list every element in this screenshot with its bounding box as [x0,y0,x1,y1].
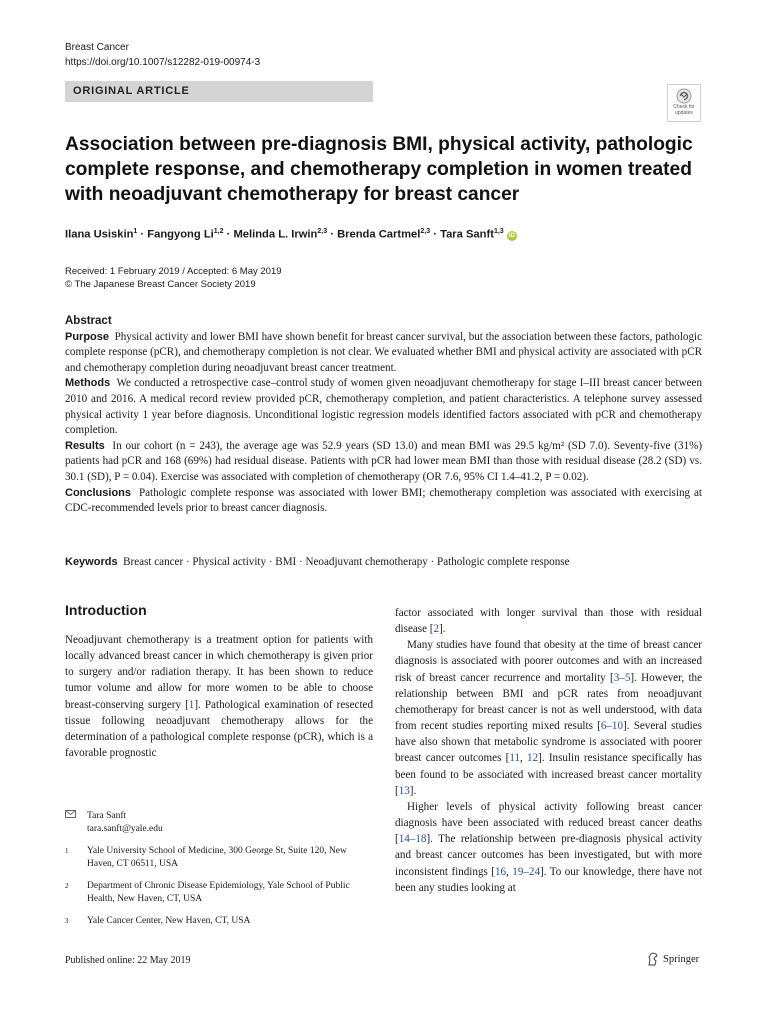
received-accepted: Received: 1 February 2019 / Accepted: 6 May 2019 [65,266,282,277]
abstract-purpose [65,330,702,377]
article-title: Association between pre-diagnosis BMI, physical activity, pathologic complete response, and chemotherapy completion in women treated with neoadjuvant chemotherapy for breast cancer [65,134,693,205]
citation-link[interactable]: 1 [188,698,195,711]
author-affiliation: 1,3 [493,228,504,235]
author-name[interactable]: Melinda L. Irwin [233,228,318,241]
keywords-line [65,556,570,568]
purpose-label: Purpose [65,330,110,343]
results-text: In our cohort (n = 243), the average age was 52.9 years (SD 13.0) and mean BMI was 29.5 kg/m² (SD 7.0). Seventy-five (31%) patients had pCR and 168 (69%) had residual disease. Patients with pCR had lower mean BMI than those with residual disease (28.2 (SD) vs. 30.1 (SD), P = 0.04). Exercise was associated with completion of chemotherapy (OR 7.6, 95% CI 1.4–41.2, P = 0.02). [65,439,703,483]
keywords-label: Keywords [65,556,118,568]
affiliation-number: 3 [65,917,69,925]
citation-link[interactable]: 13 [398,784,410,797]
conclusions-text: Pathologic complete response was associated with lower BMI; chemotherapy completion was associated with exercising at CDC-recommended levels prior to breast cancer diagnosis. [65,486,703,515]
citation-link[interactable]: 11 [509,752,521,765]
intro-paragraph-activity: Higher levels of physical activity following breast cancer diagnosis have been associated with reduced breast cancer deaths [14–18]. The relationship between pre-diagnosis physical activity and breast cancer outcomes has been investigated, but with more inconsistent findings [16, 19–24]. To our knowledge, there have not been any studies looking at [395,800,703,894]
author-affiliation: 2,3 [420,228,431,235]
author-name[interactable]: Fangyong Li [147,228,214,241]
affiliation-item [65,845,365,871]
citation-link[interactable]: 2 [433,623,440,636]
abstract-results [65,439,702,486]
check-for-updates-badge[interactable] [667,84,701,122]
citation-link[interactable]: 12 [527,752,539,765]
springer-horse-icon [647,952,659,966]
citation-link[interactable]: 3–5 [613,671,631,684]
abstract-heading: Abstract [65,315,112,327]
affiliation-number: 1 [65,847,69,855]
intro-paragraph-continued: factor associated with longer survival than those with residual disease [2]. [395,607,702,636]
methods-text: We conducted a retrospective case–control study of women given neoadjuvant chemotherapy for stage I–III breast cancer between 2010 and 2016. A medical record review provided pCR, chemotherapy completion, and patient characteristics. A telephone survey assessed physical activity 1 year before diagnosis. Unconditional logistic regression models identified factors associated with pCR and chemotherapy completion. [65,377,702,437]
citation-link[interactable]: 19–24 [512,865,540,878]
publisher-logo [647,952,699,966]
methods-label: Methods [65,377,111,390]
author-name[interactable]: Ilana Usiskin [65,228,134,241]
conclusions-label: Conclusions [65,486,132,499]
author-affiliation: 2,3 [317,228,328,235]
keywords-text: Breast cancer · Physical activity · BMI · Neoadjuvant chemotherapy · Pathologic complete response [123,556,570,568]
abstract-conclusions [65,486,702,517]
envelope-icon [65,810,87,836]
check-updates-line-2: updates [675,110,693,116]
author-affiliation: 1,2 [213,228,224,235]
affiliation-text: Yale University School of Medicine, 300 George St, Suite 120, New Haven, CT 06511, USA [87,846,347,869]
doi-link[interactable]: https://doi.org/10.1007/s12282-019-00974-3 [65,57,261,68]
affiliation-number: 2 [65,882,69,890]
abstract-methods [65,376,702,438]
journal-name: Breast Cancer [65,42,129,53]
affiliation-item [65,880,365,906]
citation-link[interactable]: 16 [494,865,507,878]
purpose-text: Physical activity and lower BMI have shown benefit for breast cancer survival, but the association between these factors, pathologic complete response (pCR), and chemotherapy completion is not clear. We evaluated whether BMI and physical activity are associated with pCR and chemotherapy completion during neoadjuvant breast cancer treatment. [65,330,702,374]
intro-paragraph-left: Neoadjuvant chemotherapy is a treatment option for patients with locally advanced breast cancer in which chemotherapy is given prior to surgery and/or radiation therapy. It has been shown to reduce tumor volume and allow for more women to be able to choose breast-conserving surgery [1]. Pathological examination of resected tissue following neoadjuvant chemotherapy allows for the determination of a pathological complete response (pCR), which is a favorable prognostic [65,634,374,760]
contact-name: Tara Sanft [87,811,127,821]
publisher-name: Springer [663,953,700,965]
article-type-banner: ORIGINAL ARTICLE [65,81,373,102]
citation-link[interactable]: 6–10 [600,720,624,733]
check-updates-icon [676,88,692,104]
intro-right-column [395,605,702,896]
author-list: Ilana Usiskin$^1$ · Fangyong Li$^{1,2}$ · Melinda L. Irwin$^{2,3}$ · Brenda Cartmel$^{2,3}$ · Tara Sanft$^{1,3}$ iD [65,228,515,241]
copyright-notice: © The Japanese Breast Cancer Society 2019 [65,279,256,290]
abstract-section [65,314,702,517]
introduction-heading: Introduction [65,602,147,618]
author-name[interactable]: Brenda Cartmel [337,228,421,241]
citation-link[interactable]: 14–18 [398,833,427,846]
affiliation-text: Yale Cancer Center, New Haven, CT, USA [87,916,251,926]
check-updates-line-1: Check for [673,104,695,110]
results-label: Results [65,439,105,452]
article-dates [65,265,282,291]
orcid-icon[interactable]: iD [508,232,515,239]
author-footnotes [65,810,365,937]
affiliation-text: Department of Chronic Disease Epidemiology, Yale School of Public Health, New Haven, CT, USA [87,881,350,904]
intro-paragraph-obesity: Many studies have found that obesity at the time of breast cancer diagnosis is associated with poorer outcomes and with an increased risk of breast cancer recurrence and mortality [3–5]. However, the relationship between BMI and pCR rates from neoadjuvant chemotherapy for breast cancer is not as well understood, with data from recent studies reporting mixed results [6–10]. Several studies have also shown that metabolic syndrome is associated with poorer breast cancer outcomes [11, 12]. Insulin resistance specifically has been found to be associated with increased breast cancer mortality [13]. [395,639,703,797]
affiliation-item [65,915,365,928]
contact-email[interactable]: tara.sanft@yale.edu [87,824,163,834]
published-online-date: Published online: 22 May 2019 [65,955,191,966]
author-name[interactable]: Tara Sanft [440,228,494,241]
corresponding-author [65,810,365,836]
journal-header [65,40,260,70]
author-affiliation: 1 [133,228,138,235]
